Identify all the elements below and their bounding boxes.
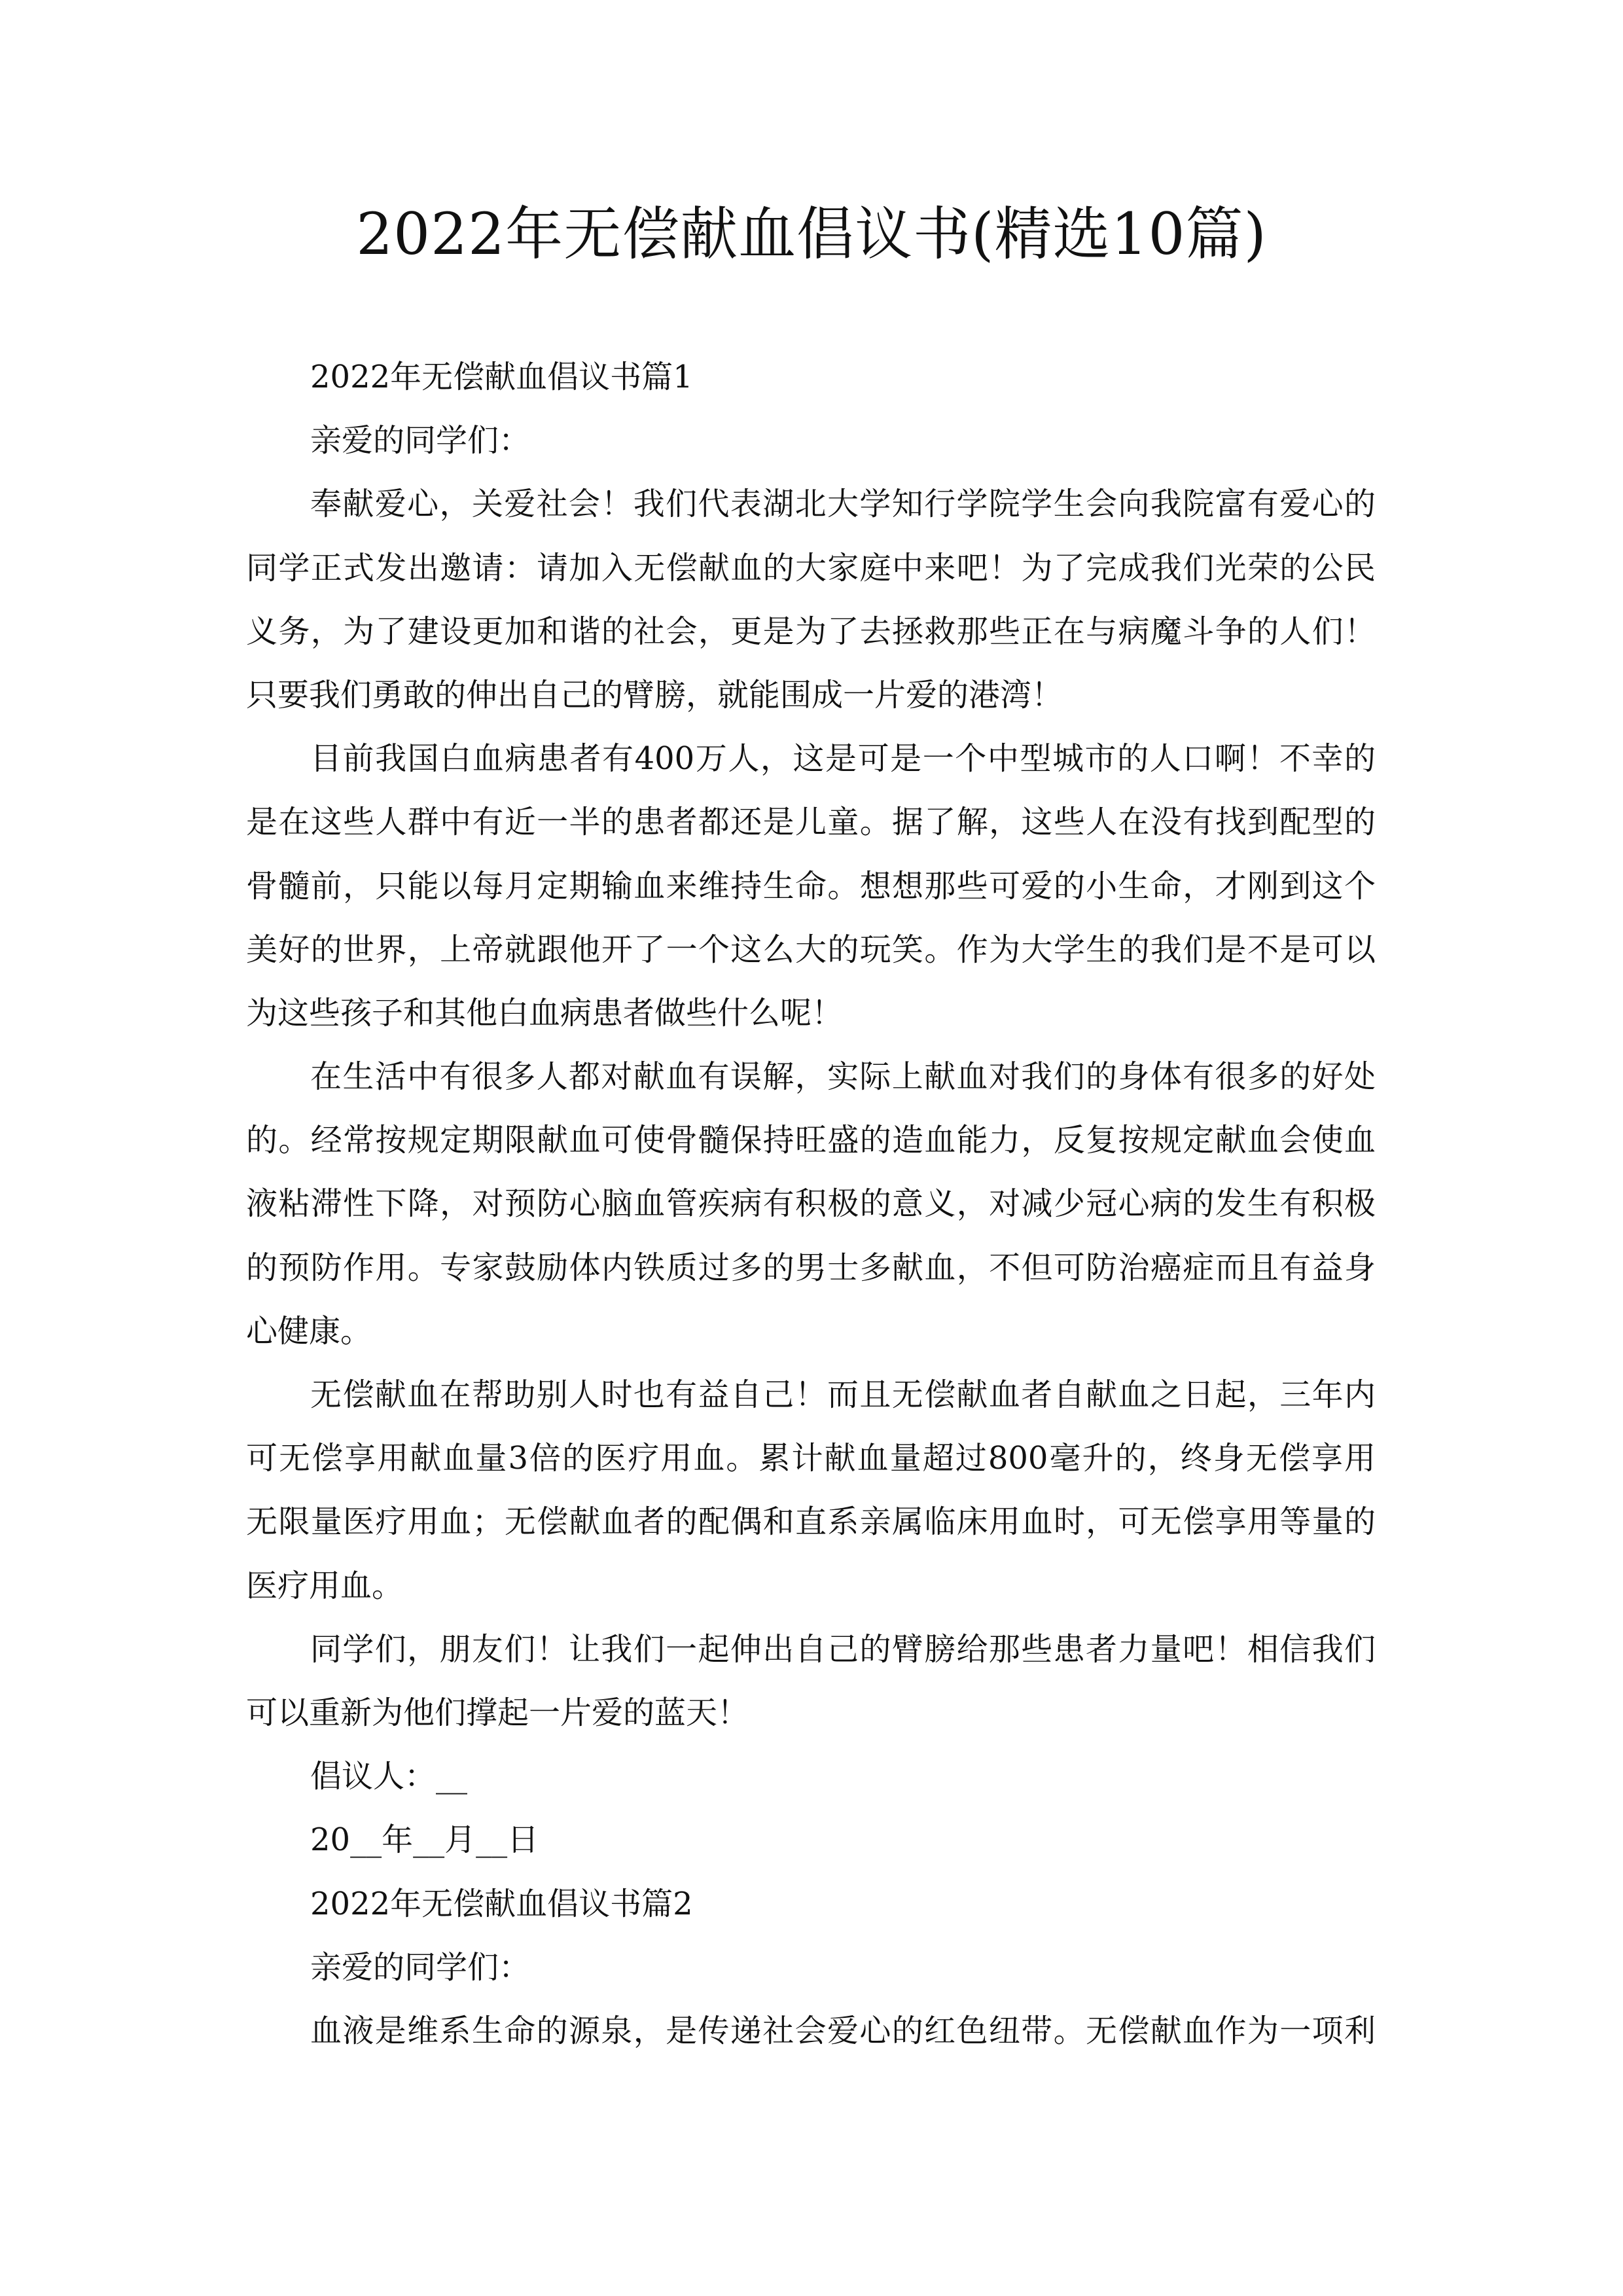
paragraph-line: 可无偿享用献血量3倍的医疗用血。累计献血量超过800毫升的，终身无偿享用 <box>246 1440 1376 1477</box>
paragraph-line: 目前我国白血病患者有400万人，这是可是一个中型城市的人口啊！不幸的 <box>310 740 1376 778</box>
paragraph-line: 同学正式发出邀请：请加入无偿献血的大家庭中来吧！为了完成我们光荣的公民 <box>246 549 1376 586</box>
salutation-line: 亲爱的同学们： <box>310 1948 531 1986</box>
paragraph-partial-line: 血液是维系生命的源泉，是传递社会爱心的红色纽带。无偿献血作为一项利 <box>310 2012 1376 2049</box>
paragraph-partial-block <box>246 2000 1376 2063</box>
heading-line: 2022年无偿献血倡议书篇1 <box>310 359 693 395</box>
paragraph-line: 为这些孩子和其他白血病患者做些什么呢！ <box>246 994 844 1031</box>
paragraph-line: 只要我们勇敢的伸出自己的臂膀，就能围成一片爱的港湾！ <box>246 676 1063 713</box>
date-block <box>246 1808 1376 1872</box>
signature-line: 倡议人：__ <box>310 1758 468 1795</box>
paragraph-line: 是在这些人群中有近一半的患者都还是儿童。据了解，这些人在没有找到配型的 <box>246 804 1376 841</box>
signature-block <box>246 1745 1376 1808</box>
paragraph-line: 奉献爱心，关爱社会！我们代表湖北大学知行学院学生会向我院富有爱心的 <box>310 486 1376 523</box>
paragraph-line: 的。经常按规定期限献血可使骨髓保持旺盛的造血能力，反复按规定献血会使血 <box>246 1122 1376 1159</box>
paragraph-block <box>246 727 1376 1045</box>
paragraph-block <box>246 1618 1376 1745</box>
paragraph-block <box>246 1045 1376 1363</box>
heading-block <box>246 1873 1376 1936</box>
paragraph-line: 无限量医疗用血；无偿献血者的配偶和直系亲属临床用血时，可无偿享用等量的 <box>246 1503 1376 1541</box>
paragraph-line: 的预防作用。专家鼓励体内铁质过多的男士多献血，不但可防治癌症而且有益身 <box>246 1249 1376 1286</box>
document-title: 2022年无偿献血倡议书(精选10篇) <box>356 200 1267 268</box>
salutation-line: 亲爱的同学们： <box>310 422 531 459</box>
paragraph-block <box>246 473 1376 727</box>
paragraph-line: 骨髓前，只能以每月定期输血来维持生命。想想那些可爱的小生命，才刚到这个 <box>246 867 1376 905</box>
document-body <box>246 346 1376 2063</box>
paragraph-line: 义务，为了建设更加和谐的社会，更是为了去拯救那些正在与病魔斗争的人们！ <box>246 613 1376 650</box>
paragraph-line: 在生活中有很多人都对献血有误解，实际上献血对我们的身体有很多的好处 <box>310 1058 1376 1096</box>
date-line: 20__年__月__日 <box>310 1821 539 1859</box>
heading-line: 2022年无偿献血倡议书篇2 <box>310 1885 693 1922</box>
paragraph-line: 同学们，朋友们！让我们一起伸出自己的臂膀给那些患者力量吧！相信我们 <box>310 1630 1376 1668</box>
paragraph-line: 医疗用血。 <box>246 1567 404 1604</box>
salutation-block <box>246 409 1376 473</box>
paragraph-line: 美好的世界，上帝就跟他开了一个这么大的玩笑。作为大学生的我们是不是可以 <box>246 931 1376 968</box>
paragraph-block <box>246 1363 1376 1618</box>
paragraph-line: 可以重新为他们撑起一片爱的蓝天！ <box>246 1694 749 1731</box>
paragraph-line: 液粘滞性下降，对预防心脑血管疾病有积极的意义，对减少冠心病的发生有积极 <box>246 1185 1376 1223</box>
heading-block <box>246 346 1376 409</box>
paragraph-line: 无偿献血在帮助别人时也有益自己！而且无偿献血者自献血之日起，三年内 <box>310 1376 1376 1413</box>
paragraph-line: 心健康。 <box>246 1312 372 1350</box>
salutation-block <box>246 1936 1376 2000</box>
